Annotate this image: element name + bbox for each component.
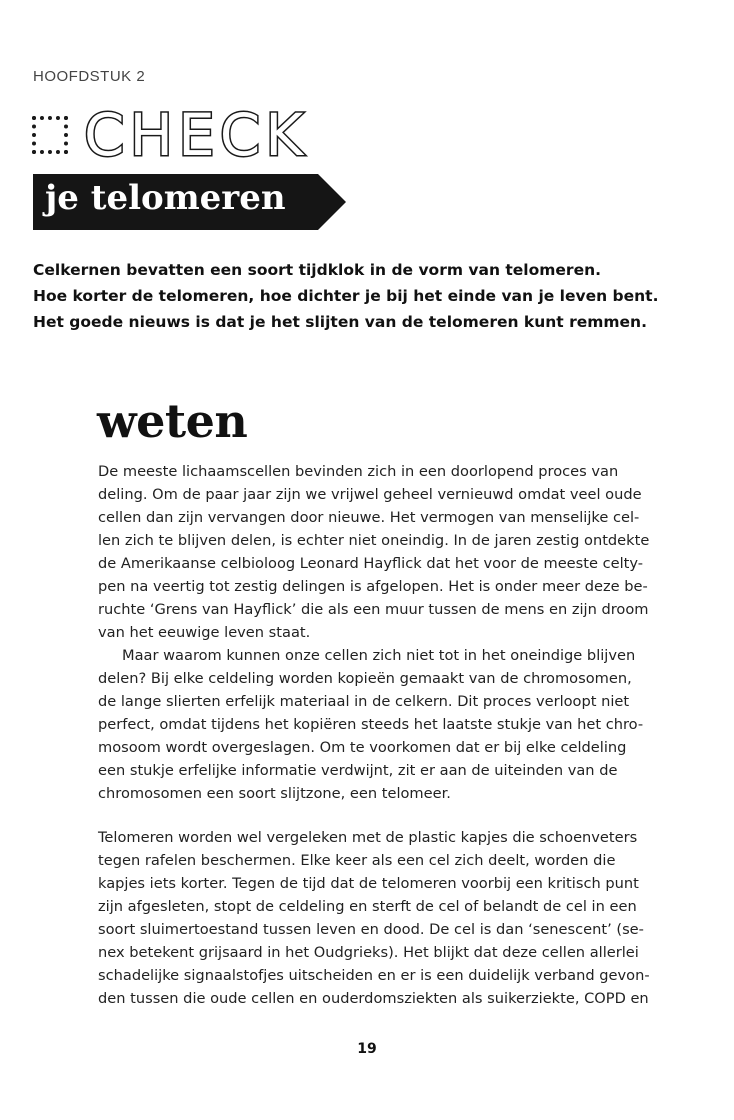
checkbox-icon [32, 116, 68, 154]
text-line: len zich te blijven delen, is echter niet oneindig. In de jaren zestig ontdekte [98, 532, 650, 549]
text-line: ruchte ‘Grens van Hayflick’ die als een muur tussen de mens en zijn droom [98, 601, 649, 618]
banner-title: je telomeren [45, 178, 286, 218]
check-heading [32, 101, 309, 169]
text-line: de lange slierten erfelijk materiaal in de celkern. Dit proces verloopt niet [98, 693, 630, 710]
text-line: delen? Bij elke celdeling worden kopieën gemaakt van de chromosomen, [98, 670, 632, 687]
text-line: chromosomen een soort slijtzone, een telomeer. [98, 785, 451, 802]
body-text [98, 460, 678, 1010]
text-line: schadelijke signaalstofjes uitscheiden en er is een duidelijk verband gevon- [98, 967, 650, 984]
paragraph-1 [98, 460, 678, 644]
text-line: mosoom wordt overgeslagen. Om te voorkomen dat er bij elke celdeling [98, 739, 627, 756]
paragraph-3 [98, 826, 678, 1010]
intro-lead [33, 257, 693, 335]
text-line: pen na veertig tot zestig delingen is afgelopen. Het is onder meer deze be- [98, 578, 648, 595]
text-line: de Amerikaanse celbioloog Leonard Hayflick dat het voor de meeste celty- [98, 555, 644, 572]
paragraph-gap [98, 805, 678, 826]
intro-line: Het goede nieuws is dat je het slijten van de telomeren kunt remmen. [33, 313, 647, 331]
text-line: perfect, omdat tijdens het kopiëren steeds het laatste stukje van het chro- [98, 716, 644, 733]
chapter-label: HOOFDSTUK 2 [33, 68, 146, 85]
text-line: tegen rafelen beschermen. Elke keer als een cel zich deelt, worden die [98, 852, 616, 869]
intro-line: Celkernen bevatten een soort tijdklok in de vorm van telomeren. [33, 261, 602, 279]
intro-line: Hoe korter de telomeren, hoe dichter je bij het einde van je leven bent. [33, 287, 659, 305]
page-number: 19 [357, 1041, 377, 1057]
text-line: nex betekent grijsaard in het Oudgrieks). Het blijkt dat deze cellen allerlei [98, 944, 639, 961]
section-title: weten [97, 394, 248, 448]
text-line: van het eeuwige leven staat. [98, 624, 311, 641]
paragraph-2 [98, 644, 678, 805]
text-line: De meeste lichaamscellen bevinden zich in een doorlopend proces van [98, 463, 619, 480]
text-line: deling. Om de paar jaar zijn we vrijwel geheel vernieuwd omdat veel oude [98, 486, 642, 503]
text-line: Telomeren worden wel vergeleken met de plastic kapjes die schoenveters [98, 829, 638, 846]
text-line: kapjes iets korter. Tegen de tijd dat de telomeren voorbij een kritisch punt [98, 875, 639, 892]
text-line: een stukje erfelijke informatie verdwijnt, zit er aan de uiteinden van de [98, 762, 618, 779]
text-line: den tussen die oude cellen en ouderdomsziekten als suikerziekte, COPD en [98, 990, 649, 1007]
check-word: CHECK [84, 101, 309, 169]
text-line: zijn afgesleten, stopt de celdeling en sterft de cel of belandt de cel in een [98, 898, 637, 915]
text-line: cellen dan zijn vervangen door nieuwe. Het vermogen van menselijke cel- [98, 509, 640, 526]
topic-banner [33, 174, 346, 230]
text-line: soort sluimertoestand tussen leven en dood. De cel is dan ‘senescent’ (se- [98, 921, 644, 938]
text-line: Maar waarom kunnen onze cellen zich niet tot in het oneindige blijven [122, 647, 636, 664]
